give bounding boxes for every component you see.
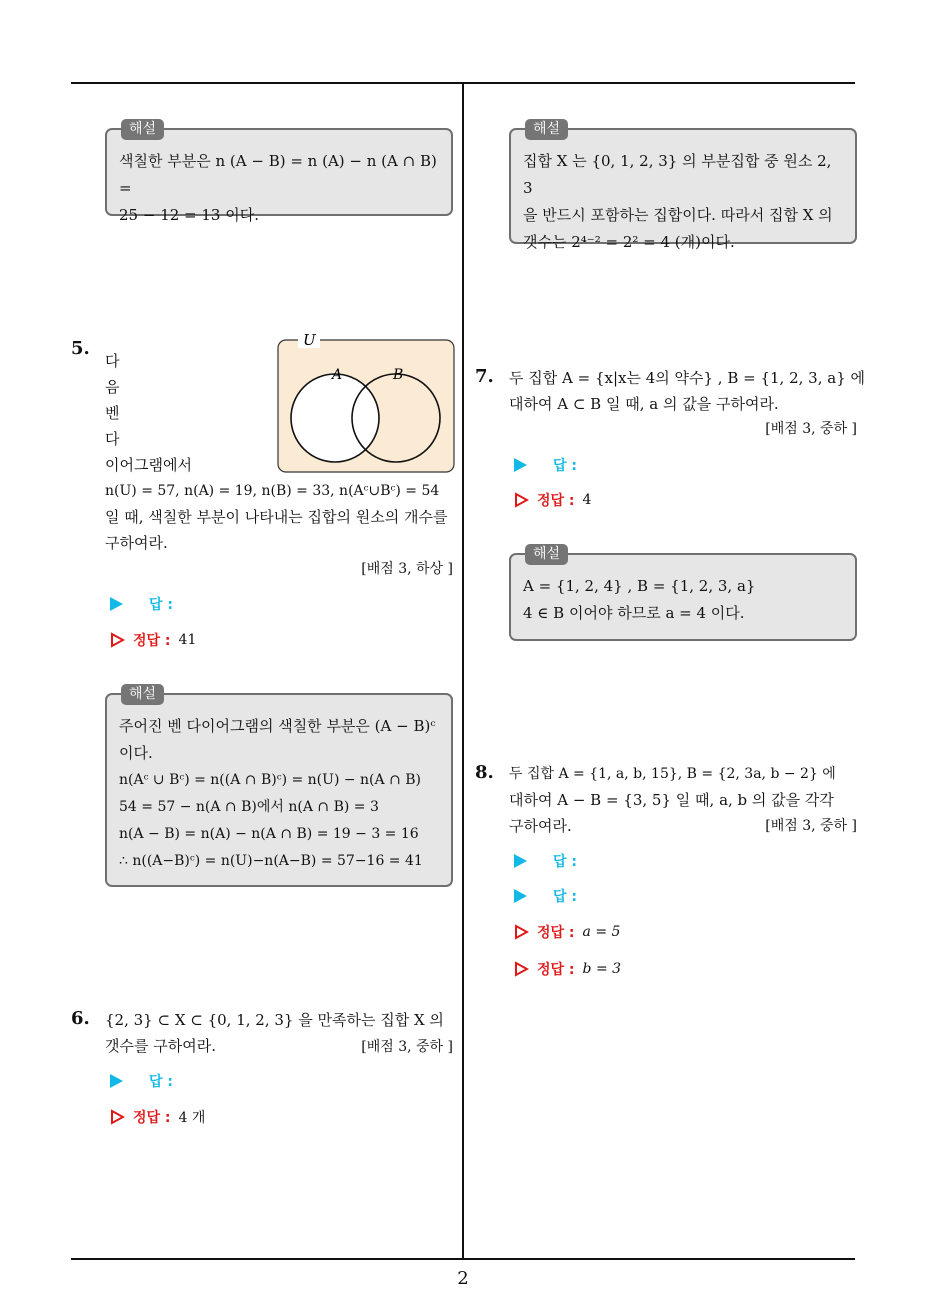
outline-triangle-icon [514,924,529,940]
question-number: 7. [475,366,494,387]
solution-line: 이다. [119,744,153,762]
score-label: [배점 3, 하상 ] [361,561,453,577]
question-text: 두 집합 A = {1, a, b, 15}, B = {2, 3a, b − 2} 에 [509,766,836,782]
play-triangle-icon [514,889,527,903]
correct-label: 정답 : [537,962,575,978]
question-number: 8. [475,762,494,783]
correct-label: 정답 : [133,633,171,649]
correct-value: a = 5 [582,924,621,940]
play-triangle-icon [514,854,527,868]
outline-triangle-icon [110,1109,125,1125]
solution-line: A = {1, 2, 4} , B = {1, 2, 3, a} [523,577,756,595]
play-triangle-icon [110,1074,123,1088]
solution-line: 을 반드시 포함하는 집합이다. 따라서 집합 X 의 [523,206,833,224]
venn-b-label: B [393,367,404,383]
correct-label: 정답 : [537,493,575,509]
solution-line: 집합 X 는 {0, 1, 2, 3} 의 부분집합 중 원소 2, 3 [523,152,832,197]
correct-value: b = 3 [582,961,622,977]
solution-line: 4 ∈ B 이어야 하므로 a = 4 이다. [523,604,745,622]
answer-row [514,886,577,906]
solution-line: 갯수는 2⁴⁻² = 2² = 4 (개)이다. [523,233,735,251]
correct-label: 정답 : [537,925,575,941]
correct-answer-row [514,959,621,979]
solution-line: 주어진 벤 다이어그램의 색칠한 부분은 (A − B)ᶜ [119,717,436,735]
venn-circle-a [291,374,379,462]
answer-row [514,851,577,871]
solution-box-q5 [105,686,453,887]
answer-label: 답 : [553,854,577,870]
question-text: n(U) = 57, n(A) = 19, n(B) = 33, n(Aᶜ∪Bᶜ) = 54 [105,483,440,499]
page-number: 2 [457,1268,469,1289]
bottom-rule [71,1258,855,1260]
score-label: [배점 3, 중하 ] [765,421,857,437]
question-text: 일 때, 색칠한 부분이 나타내는 집합의 원소의 개수를 [105,508,448,526]
question-text: 구하여라. [105,534,168,552]
answer-label: 답 : [149,1074,173,1090]
question-text: 구하여라. [509,817,572,835]
solution-line: ∴ n((A−B)ᶜ) = n(U)−n(A−B) = 57−16 = 41 [119,853,423,869]
question-text: 이어그램에서 [105,456,192,474]
answer-label: 답 : [149,597,173,613]
solution-tag: 해설 [525,544,568,565]
question-number: 5. [71,338,90,359]
column-divider [462,83,464,1259]
question-text: 대하여 A − B = {3, 5} 일 때, a, b 의 값을 각각 [509,791,834,809]
solution-line: 색칠한 부분은 n (A − B) = n (A) − n (A ∩ B) = [119,152,437,197]
correct-value: 4 [582,492,592,508]
score-label: [배점 3, 중하 ] [765,818,857,834]
answer-label: 답 : [553,458,577,474]
answer-row [110,594,173,614]
correct-answer-row [514,922,620,942]
question-text: 두 집합 A = {x|x는 4의 약수} , B = {1, 2, 3, a} 에 [509,369,866,387]
venn-diagram [276,332,456,474]
outline-triangle-icon [514,961,529,977]
score-label: [배점 3, 중하 ] [361,1039,453,1055]
venn-u-label: U [303,332,316,349]
answer-label: 답 : [553,889,577,905]
play-triangle-icon [110,597,123,611]
question-vertical-text [105,348,192,478]
solution-line: 25 − 12 = 13 이다. [119,206,259,224]
solution-line: 54 = 57 − n(A ∩ B)에서 n(A ∩ B) = 3 [119,799,379,815]
solution-box-q4 [105,121,453,224]
outline-triangle-icon [514,492,529,508]
venn-a-label: A [332,367,343,383]
question-text: 음 [105,378,120,396]
solution-tag: 해설 [121,119,164,140]
correct-answer-row [110,630,196,650]
play-triangle-icon [514,458,527,472]
solution-box-q6 [509,121,857,251]
outline-triangle-icon [110,632,125,648]
correct-value: 4 개 [178,1110,206,1126]
question-text: 다 [105,352,120,370]
question-text: 벤 [105,404,120,422]
solution-line: n(A − B) = n(A) − n(A ∩ B) = 19 − 3 = 16 [119,826,419,842]
answer-row [514,455,577,475]
answer-row [110,1071,173,1091]
solution-tag: 해설 [121,684,164,705]
solution-box-q7 [509,546,857,641]
question-number: 6. [71,1008,90,1029]
question-text: 대하여 A ⊂ B 일 때, a 의 값을 구하여라. [509,395,779,413]
correct-label: 정답 : [133,1110,171,1126]
correct-answer-row [514,490,591,510]
question-text: 갯수를 구하여라. [105,1037,216,1055]
question-text: 다 [105,430,120,448]
correct-answer-row [110,1107,205,1127]
solution-tag: 해설 [525,119,568,140]
correct-value: 41 [178,632,197,648]
question-text: {2, 3} ⊂ X ⊂ {0, 1, 2, 3} 을 만족하는 집합 X 의 [105,1011,444,1029]
solution-line: n(Aᶜ ∪ Bᶜ) = n((A ∩ B)ᶜ) = n(U) − n(A ∩ B) [119,772,422,788]
